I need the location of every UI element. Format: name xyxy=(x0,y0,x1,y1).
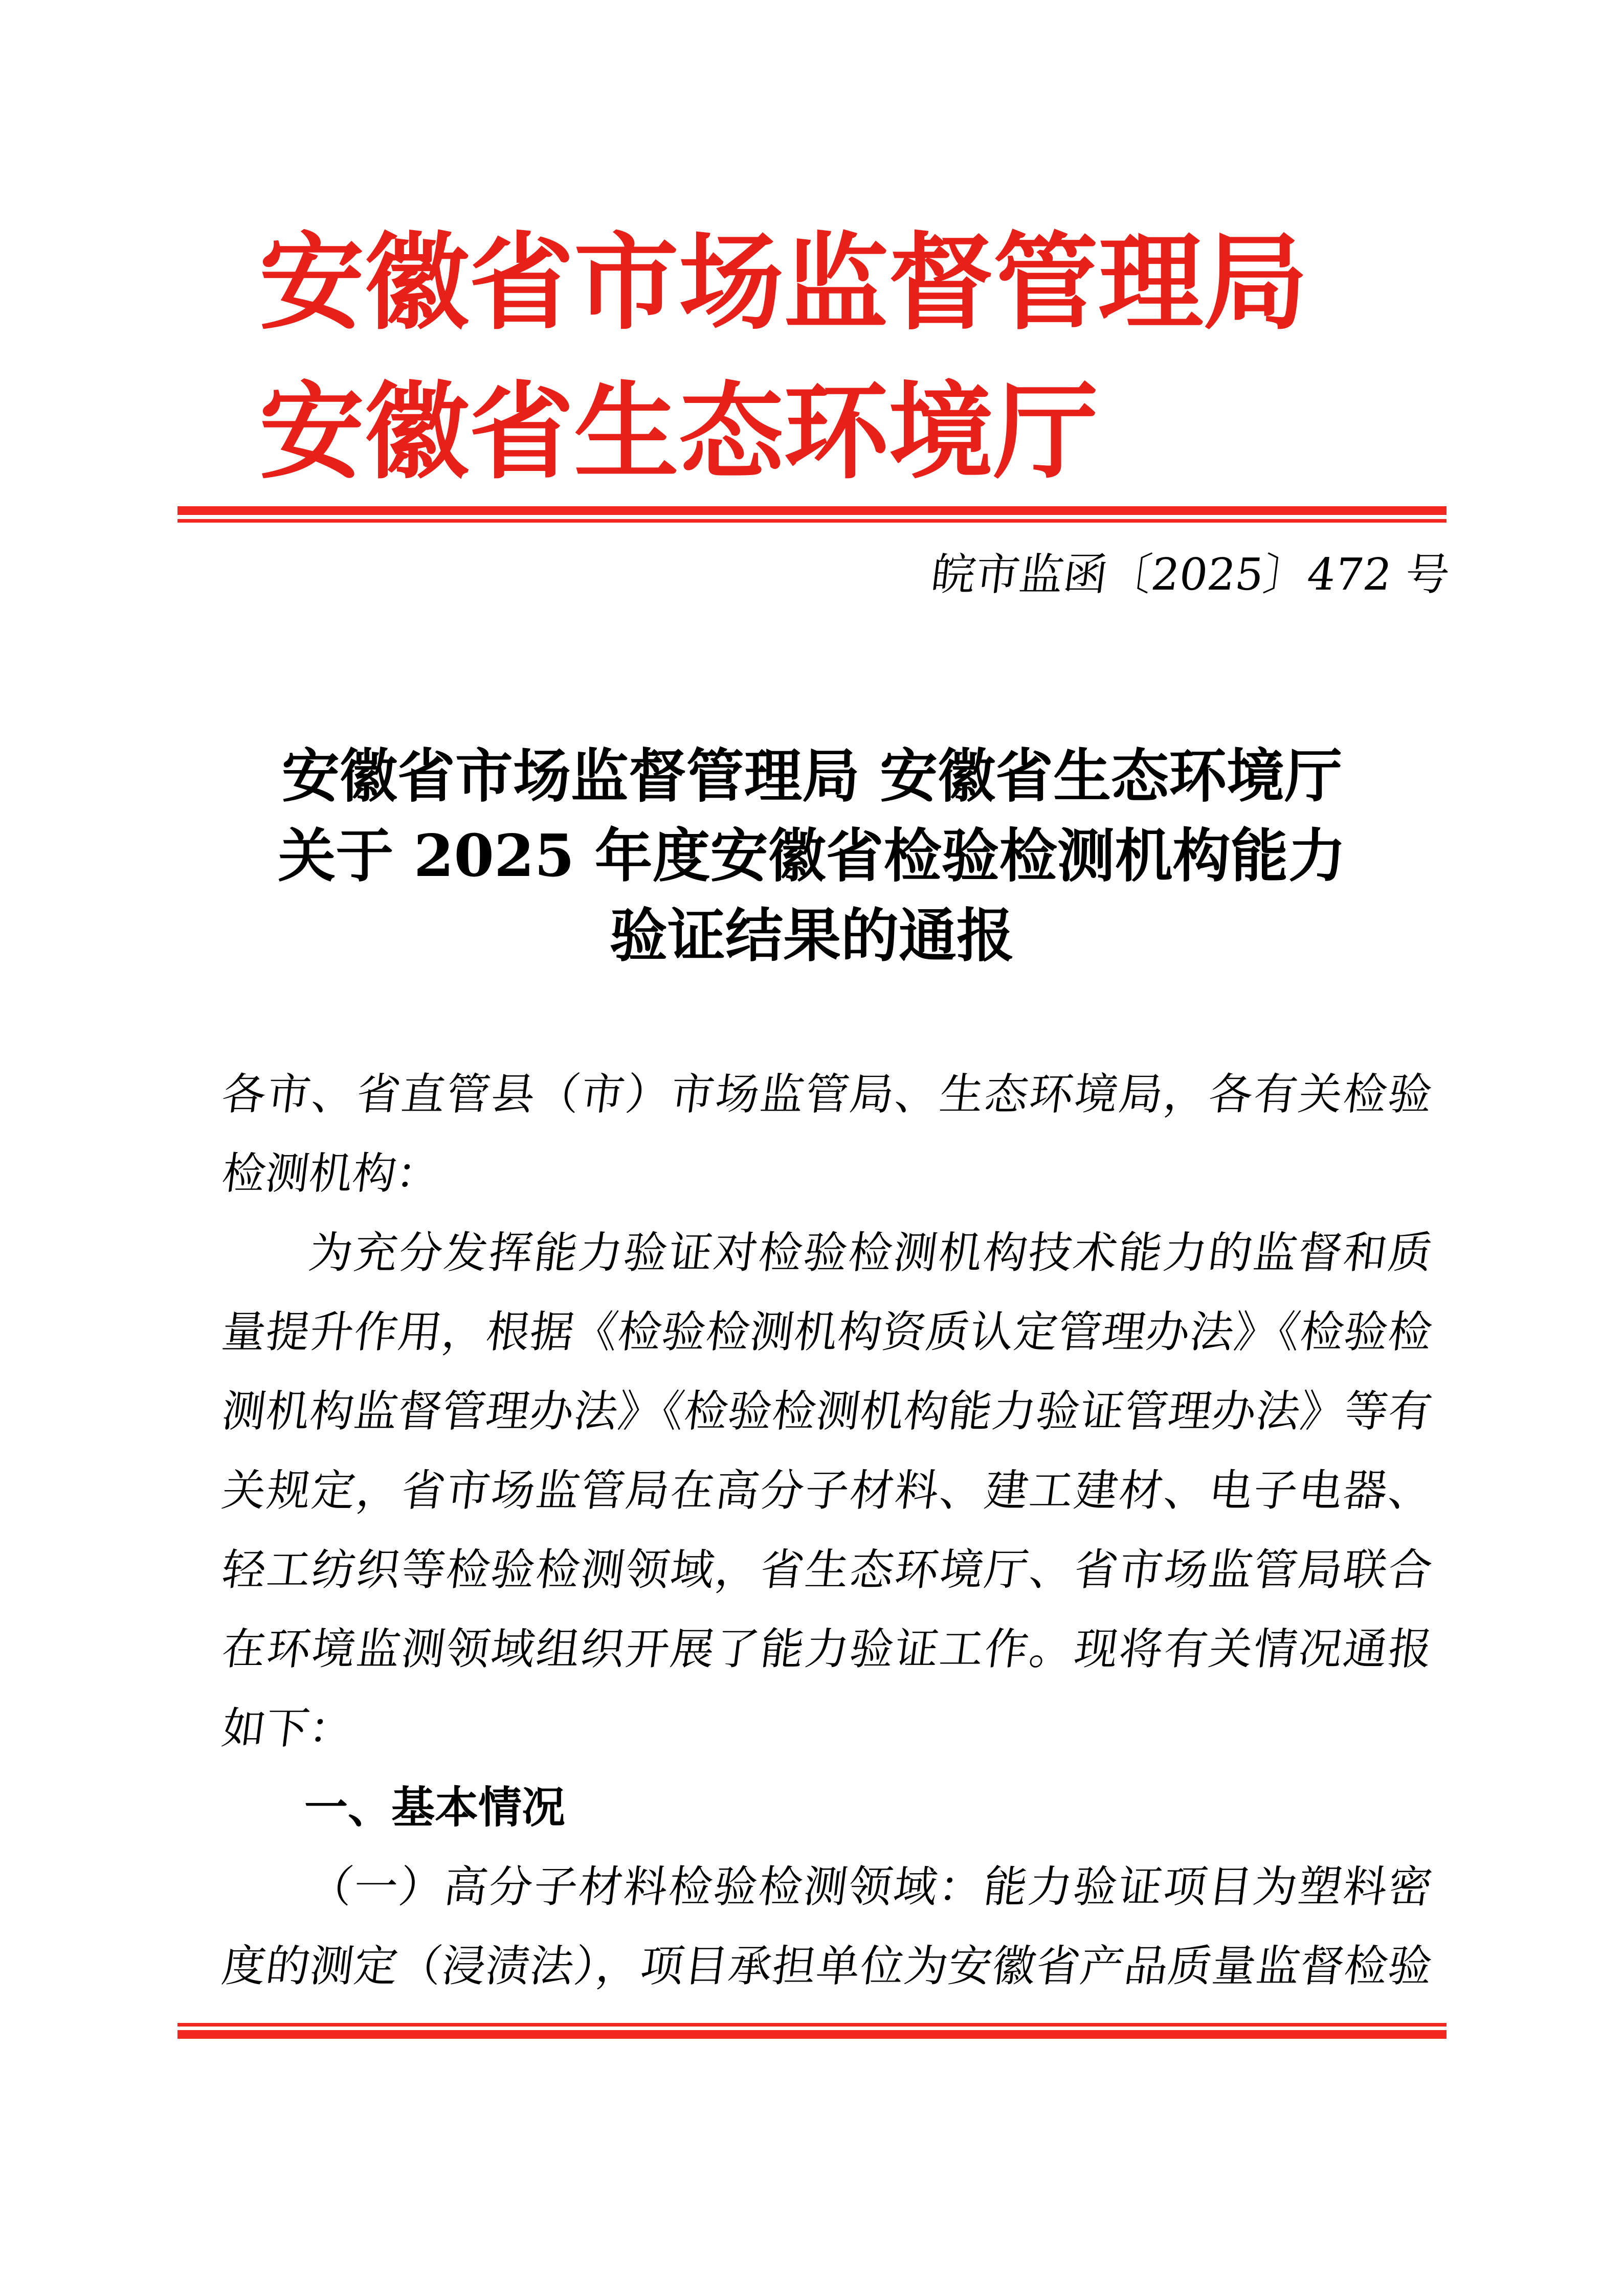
paragraph-line: 测机构监督管理办法》《检验检测机构能力验证管理办法》等有 xyxy=(219,1386,1435,1437)
red-separator-top-thick xyxy=(177,506,1447,515)
paragraph-line: 为充分发挥能力验证对检验检测机构技术能力的监督和质 xyxy=(306,1228,1435,1278)
letterhead-agency-line-1: 安徽省市场监督管理局 xyxy=(259,221,1308,344)
paragraph-line: 度的测定（浸渍法），项目承担单位为安徽省产品质量监督检验 xyxy=(219,1941,1435,1992)
red-separator-bottom-thick xyxy=(177,2030,1447,2039)
document-number: 皖市监函〔2025〕472 号 xyxy=(928,549,1453,600)
paragraph-line: 如下： xyxy=(219,1703,356,1754)
red-separator-bottom-thin xyxy=(177,2023,1447,2027)
paragraph-line: 轻工纺织等检验检测领域，省生态环境厅、省市场监管局联合 xyxy=(219,1545,1435,1595)
paragraph-line: （一）高分子材料检验检测领域：能力验证项目为塑料密 xyxy=(306,1862,1435,1912)
section-heading: 一、基本情况 xyxy=(304,1783,566,1833)
title-line-2: 关于 2025 年度安徽省检验检测机构能力 xyxy=(278,822,1346,890)
salutation-line: 检测机构： xyxy=(219,1149,443,1199)
paragraph-line: 在环境监测领域组织开展了能力验证工作。现将有关情况通报 xyxy=(219,1624,1435,1675)
document-title xyxy=(0,736,1624,976)
document-body xyxy=(217,1055,1435,2006)
salutation-line: 各市、省直管县（市）市场监管局、生态环境局，各有关检验 xyxy=(219,1069,1435,1120)
title-line-1: 安徽省市场监督管理局 安徽省生态环境厅 xyxy=(281,742,1343,810)
letterhead-agency-line-2: 安徽省生态环境厅 xyxy=(259,371,1098,493)
title-line-3: 验证结果的通报 xyxy=(610,902,1014,970)
red-separator-top-thin xyxy=(177,519,1447,523)
paragraph-line: 量提升作用，根据《检验检测机构资质认定管理办法》《检验检 xyxy=(219,1307,1435,1358)
paragraph-line: 关规定，省市场监管局在高分子材料、建工建材、电子电器、 xyxy=(219,1466,1435,1516)
